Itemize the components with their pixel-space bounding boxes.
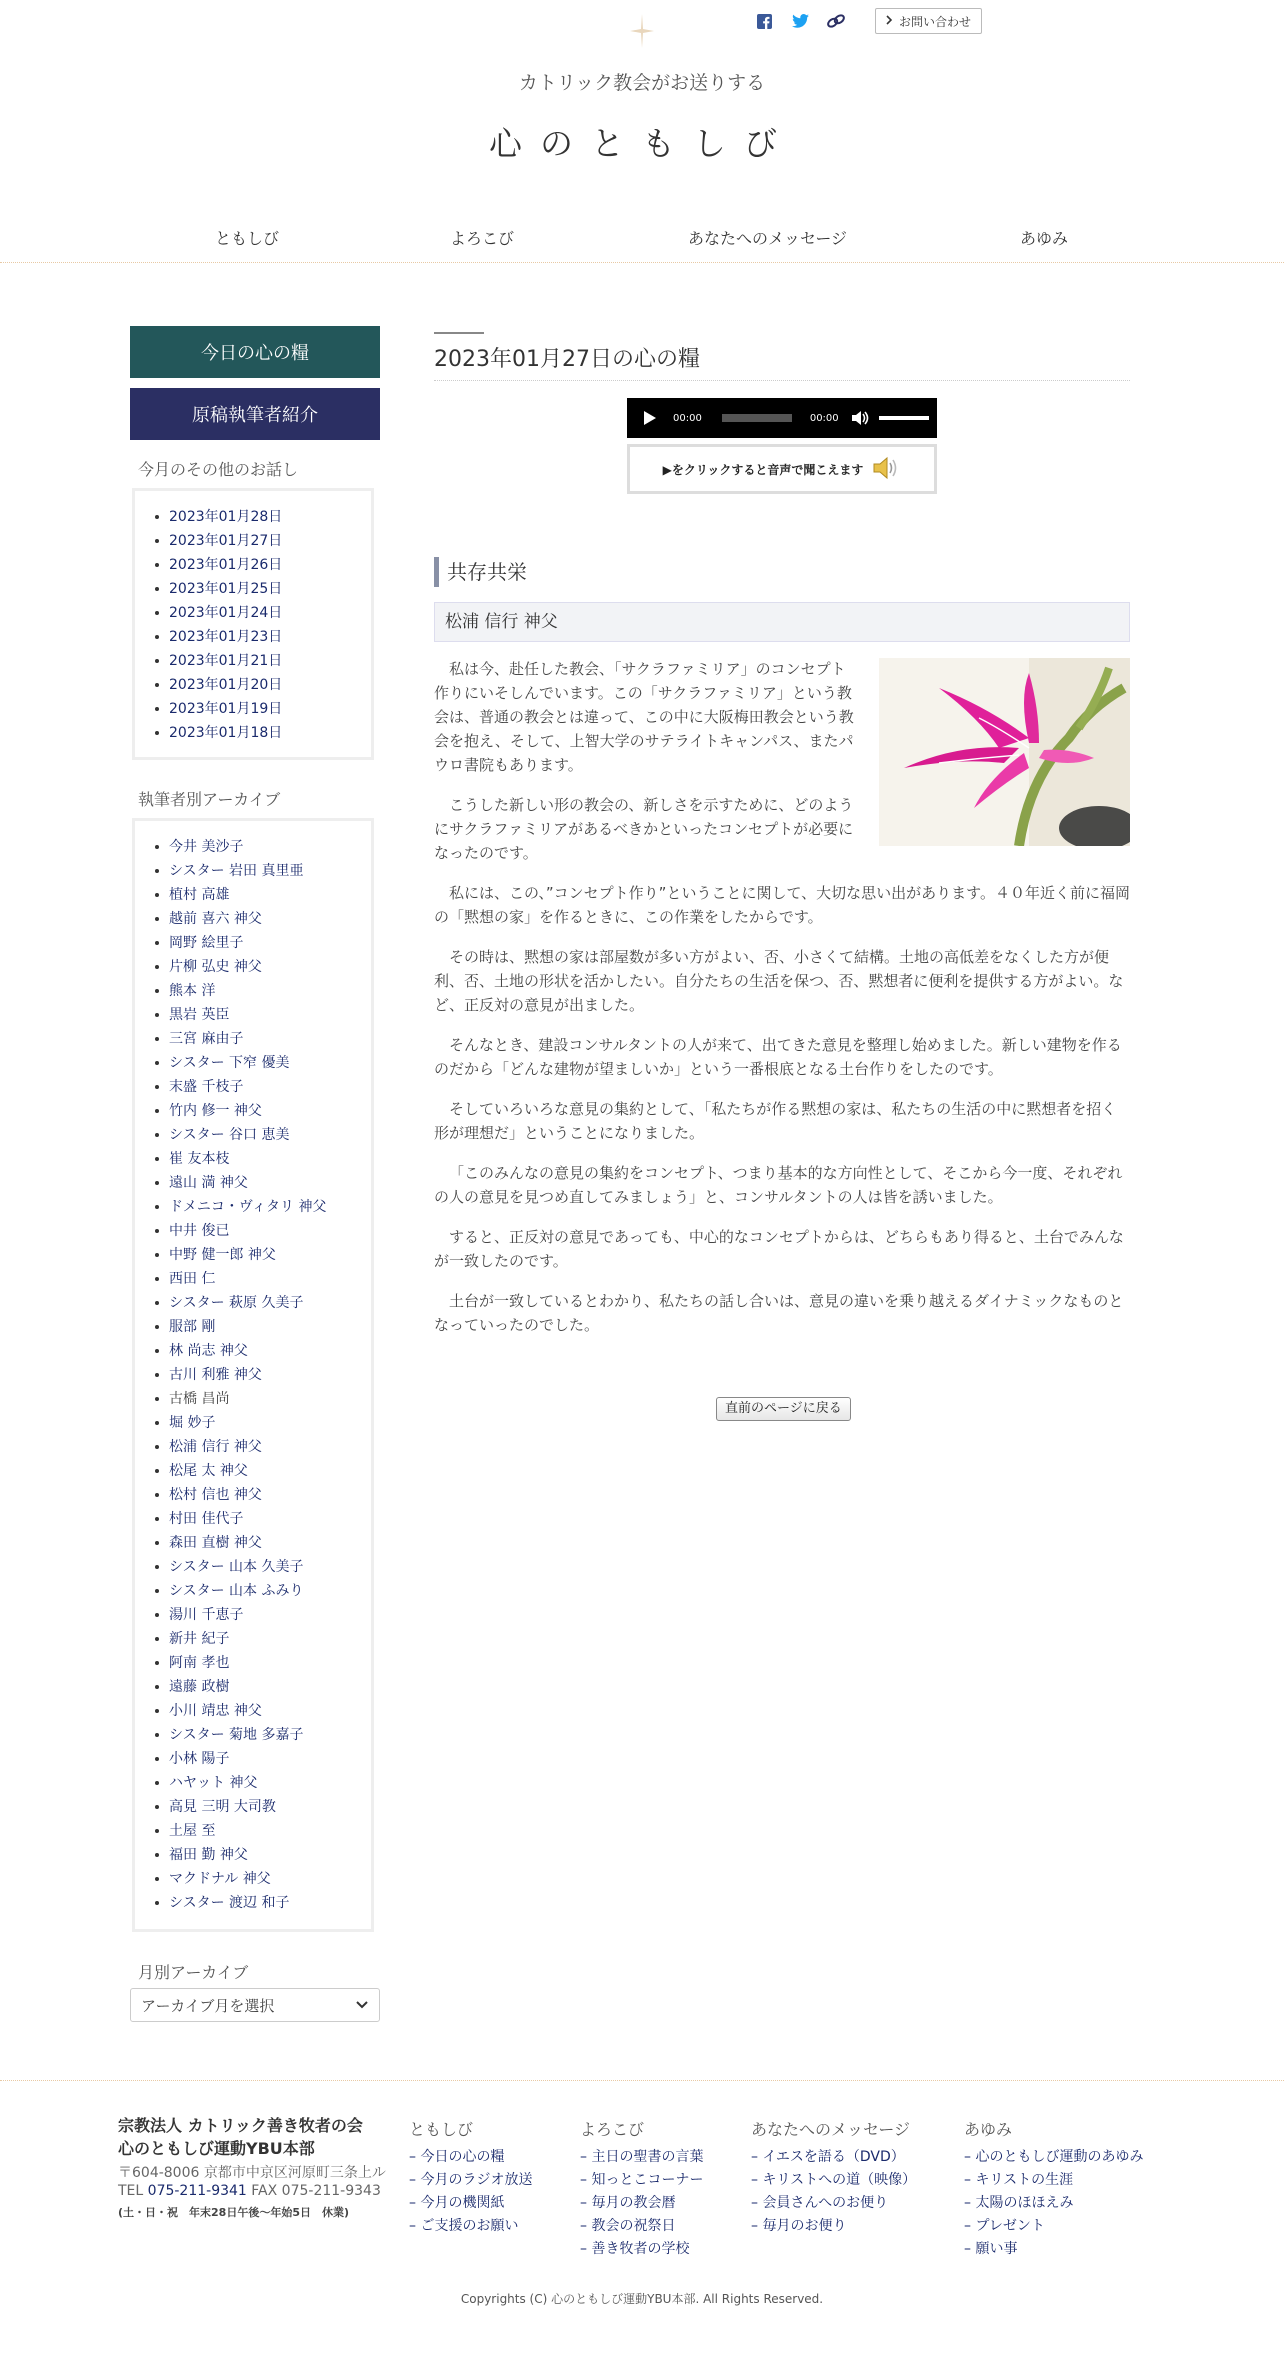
audio-hint-text: ▶をクリックすると音声で聞こえます	[662, 462, 864, 477]
month-story-link[interactable]: 2023年01月27日	[169, 529, 371, 553]
footer-link-label: 主日の聖書の言葉	[591, 2149, 704, 2165]
post-paragraph: こうした新しい形の教会の、新しさを示すために、どのようにサクラファミリアがあるべきかといったコンセプトが必要になったのです。	[434, 796, 854, 862]
author-archive-link[interactable]: シスター 下窄 優美	[169, 1051, 371, 1075]
footer-column-heading[interactable]: あゆみ	[964, 2120, 1013, 2139]
post-paragraph: すると、正反対の意見であっても、中心的なコンセプトからは、どちらもあり得ると、土台でみんなが一致したのです。	[434, 1228, 1124, 1270]
author-archive-link[interactable]: 中井 俊已	[169, 1219, 371, 1243]
post-paragraph: 私には、この、”コンセプト作り”ということに関して、大切な思い出があります。４０年近く前に福岡の「黙想の家」を作るときに、この作業をしたからです。	[434, 884, 1130, 926]
footer-link[interactable]	[964, 2238, 1143, 2261]
author-archive-link[interactable]: 土屋 至	[169, 1819, 371, 1843]
contact-label: お問い合わせ	[899, 14, 972, 29]
audio-player	[627, 398, 937, 438]
footer-column	[580, 2117, 703, 2261]
footer-link-label: キリストの生涯	[975, 2172, 1074, 2188]
author-archive-box	[132, 818, 374, 1932]
footer-link-label: 今月の機関紙	[420, 2195, 505, 2211]
month-story-link[interactable]: 2023年01月23日	[169, 625, 371, 649]
dash-bullet: –	[580, 2218, 592, 2234]
title-underline	[434, 380, 1130, 381]
section-title: 共存共栄	[434, 557, 527, 587]
author-archive-link[interactable]: 福田 勤 神父	[169, 1843, 371, 1867]
author-archive-link[interactable]: 村田 佳代子	[169, 1507, 371, 1531]
dash-bullet: –	[580, 2149, 592, 2165]
footer-org	[118, 2114, 363, 2160]
month-stories-list	[135, 491, 371, 745]
footer-link[interactable]	[580, 2238, 703, 2261]
dash-bullet: –	[964, 2149, 976, 2165]
author-archive-link[interactable]: 堀 妙子	[169, 1411, 371, 1435]
footer-link-label: 善き牧者の学校	[591, 2241, 690, 2257]
author-archive-link[interactable]: 片柳 弘史 神父	[169, 955, 371, 979]
player-total-time: 00:00	[809, 412, 839, 424]
footer-link-label: 毎月の教会暦	[591, 2195, 676, 2211]
footer-link-label: 願い事	[975, 2241, 1018, 2257]
dash-bullet: –	[409, 2172, 421, 2188]
footer-link[interactable]	[964, 2215, 1143, 2238]
footer-link[interactable]	[409, 2215, 532, 2238]
footer-link-label: イエスを語る（DVD）	[762, 2149, 905, 2165]
dash-bullet: –	[580, 2172, 592, 2188]
footer-address: 〒604-8006 京都市中京区河原町三条上ル	[118, 2165, 386, 2181]
volume-slider[interactable]	[879, 416, 929, 420]
dash-bullet: –	[964, 2195, 976, 2211]
footer-link-label: 今日の心の糧	[420, 2149, 505, 2165]
author-archive-link[interactable]: 小林 陽子	[169, 1747, 371, 1771]
footer-column	[409, 2117, 532, 2238]
author-archive-link[interactable]: 岡野 絵里子	[169, 931, 371, 955]
footer-column-heading[interactable]: よろこび	[580, 2120, 645, 2139]
footer-link[interactable]	[751, 2169, 916, 2192]
author-archive-link[interactable]: 黒岩 英臣	[169, 1003, 371, 1027]
monthly-archive-select-value: アーカイブ月を選択	[141, 1996, 275, 2015]
site-title[interactable]: 心のともしび	[489, 124, 795, 163]
author-archive-link[interactable]: シスター 菊地 多嘉子	[169, 1723, 371, 1747]
author-archive-link[interactable]: 松尾 太 神父	[169, 1459, 371, 1483]
site-tagline: カトリック教会がお送りする	[518, 72, 766, 94]
month-stories-box	[132, 488, 374, 760]
footer-link-label: 太陽のほほえみ	[975, 2195, 1074, 2211]
month-story-link[interactable]: 2023年01月24日	[169, 601, 371, 625]
post-paragraph: 「このみんなの意見の集約をコンセプト、つまり基本的な方向性として、そこから今一度、それぞれの人の意見を見つめ直してみましょう」と、コンサルタントの人は皆を誘いました。	[434, 1164, 1123, 1206]
author-archive-link[interactable]: 三宮 麻由子	[169, 1027, 371, 1051]
author-archive-link[interactable]: 阿南 孝也	[169, 1651, 371, 1675]
facebook-icon[interactable]	[753, 10, 775, 32]
author-archive-link[interactable]: 植村 高雄	[169, 883, 371, 907]
footer-link[interactable]	[751, 2192, 916, 2215]
author-archive-link[interactable]: マクドナル 神父	[169, 1867, 371, 1891]
footer-fax: FAX 075-211-9343	[246, 2183, 381, 2199]
author-archive-link[interactable]: 崔 友本枝	[169, 1147, 371, 1171]
dash-bullet: –	[964, 2172, 976, 2188]
post-author: 松浦 信行 神父	[434, 602, 1130, 642]
author-archive-link[interactable]: シスター 渡辺 和子	[169, 1891, 371, 1915]
footer-column-heading[interactable]: あなたへのメッセージ	[751, 2120, 911, 2139]
title-accent-rule	[434, 332, 484, 334]
author-archive-link[interactable]: 松村 信也 神父	[169, 1483, 371, 1507]
footer-divider	[0, 2080, 1284, 2081]
month-story-link[interactable]: 2023年01月25日	[169, 577, 371, 601]
star-ornament-icon	[630, 14, 654, 52]
header-toolbar	[753, 8, 982, 34]
author-archive-link[interactable]: 中野 健一郎 神父	[169, 1243, 371, 1267]
player-current-time: 00:00	[673, 412, 702, 424]
month-stories-heading: 今月のその他のお話し	[138, 460, 299, 479]
author-archive-link[interactable]: ハヤット 神父	[169, 1771, 371, 1795]
dash-bullet: –	[964, 2241, 976, 2257]
author-archive-link[interactable]: シスター 山本 久美子	[169, 1555, 371, 1579]
monthly-archive-heading: 月別アーカイブ	[138, 1963, 249, 1982]
play-icon[interactable]	[643, 410, 657, 426]
twitter-icon[interactable]	[789, 10, 811, 32]
month-story-link[interactable]: 2023年01月21日	[169, 649, 371, 673]
chevron-down-icon	[355, 1996, 369, 2014]
author-archive-link[interactable]: 西田 仁	[169, 1267, 371, 1291]
author-archive-link[interactable]: 森田 直樹 神父	[169, 1531, 371, 1555]
link-icon[interactable]	[825, 10, 847, 32]
nav-yorokobi[interactable]: よろこび	[450, 229, 515, 248]
month-story-link[interactable]: 2023年01月26日	[169, 553, 371, 577]
author-archive-link[interactable]: 竹内 修一 神父	[169, 1099, 371, 1123]
monthly-archive-select[interactable]	[130, 1988, 380, 2022]
footer-link-label: キリストへの道（映像）	[762, 2172, 917, 2188]
footer-hours: (土・日・祝 年末28日午後〜年始5日 休業)	[118, 2206, 350, 2219]
footer-link[interactable]	[409, 2146, 532, 2169]
author-archive-link[interactable]: 高見 三明 大司教	[169, 1795, 371, 1819]
nav-ayumi[interactable]: あゆみ	[1020, 229, 1069, 248]
footer-link-label: 知っとこコーナー	[591, 2172, 704, 2188]
author-archive-link[interactable]: シスター 山本 ふみり	[169, 1579, 371, 1603]
dash-bullet: –	[751, 2149, 763, 2165]
author-archive-link[interactable]: シスター 岩田 真里亜	[169, 859, 371, 883]
author-archive-link[interactable]: 遠山 満 神父	[169, 1171, 371, 1195]
footer-link[interactable]	[964, 2192, 1143, 2215]
author-archive-link[interactable]: 今井 美沙子	[169, 835, 371, 859]
speaker-icon	[871, 455, 901, 484]
author-archive-link[interactable]: 古川 利雅 神父	[169, 1363, 371, 1387]
global-nav	[130, 226, 1154, 252]
month-story-link[interactable]: 2023年01月18日	[169, 721, 371, 745]
author-archive-link[interactable]: 小川 靖忠 神父	[169, 1699, 371, 1723]
dash-bullet: –	[580, 2195, 592, 2211]
footer-phone	[118, 2183, 381, 2199]
month-story-link[interactable]: 2023年01月19日	[169, 697, 371, 721]
post-paragraph: 土台が一致しているとわかり、私たちの話し合いは、意見の違いを乗り越えるダイナミックなものとなっていったのでした。	[434, 1292, 1124, 1334]
nav-divider	[0, 262, 1284, 263]
author-archive-link[interactable]: 服部 剛	[169, 1315, 371, 1339]
today-kokoro-button[interactable]: 今日の心の糧	[130, 326, 380, 378]
author-archive-link[interactable]: 越前 喜六 神父	[169, 907, 371, 931]
footer-link[interactable]	[580, 2192, 703, 2215]
audio-hint-banner[interactable]	[627, 444, 937, 494]
author-archive-link[interactable]: 湯川 千恵子	[169, 1603, 371, 1627]
author-archive-link[interactable]: ドメニコ・ヴィタリ 神父	[169, 1195, 371, 1219]
author-archive-link[interactable]: 古橋 昌尚	[169, 1387, 371, 1411]
footer-link[interactable]	[409, 2192, 532, 2215]
footer-org-line2: 心のともしび運動YBU本部	[118, 2139, 315, 2158]
author-archive-link[interactable]: 松浦 信行 神父	[169, 1435, 371, 1459]
footer-link[interactable]	[580, 2215, 703, 2238]
author-archive-link[interactable]: シスター 萩原 久美子	[169, 1291, 371, 1315]
contact-button[interactable]	[875, 8, 982, 34]
dash-bullet: –	[580, 2241, 592, 2257]
authors-intro-button[interactable]: 原稿執筆者紹介	[130, 388, 380, 440]
dash-bullet: –	[409, 2218, 421, 2234]
nav-tomoshibi[interactable]: ともしび	[215, 229, 280, 248]
footer-link-label: 毎月のお便り	[762, 2218, 847, 2234]
footer-column	[964, 2117, 1143, 2261]
author-archive-link[interactable]: 遠藤 政樹	[169, 1675, 371, 1699]
post-paragraph: その時は、黙想の家は部屋数が多い方がよい、否、小さくて結構。土地の高低差をなくした方が便利、否、土地の形状を活かしたい。自分たちの生活を保つ、否、黙想者に便利を提供する方がよい。など、正反対の意見が出ました。	[434, 948, 1124, 1014]
footer-column-heading[interactable]: ともしび	[409, 2120, 474, 2139]
author-archive-link[interactable]: 林 尚志 神父	[169, 1339, 371, 1363]
footer-link[interactable]	[409, 2169, 532, 2192]
footer-link-label: 会員さんへのお便り	[762, 2195, 889, 2211]
post-paragraph: 私は今、赴任した教会、「サクラファミリア」のコンセプト作りにいそしんでいます。この「サクラファミリア」という教会は、普通の教会とは違って、この中に大阪梅田教会という教会を抱え、そして、上智大学のサテライトキャンパス、またパウロ書院もあります。	[434, 660, 854, 774]
post-paragraph: そしていろいろな意見の集約として、「私たちが作る黙想の家は、私たちの生活の中に黙想者を招く形が理想だ」ということになりました。	[434, 1100, 1117, 1142]
author-archive-link[interactable]: シスター 谷口 恵美	[169, 1123, 371, 1147]
volume-icon[interactable]	[851, 410, 869, 426]
footer-link-label: 教会の祝祭日	[591, 2218, 676, 2234]
footer-column	[751, 2117, 916, 2238]
dash-bullet: –	[964, 2218, 976, 2234]
footer-link-label: 心のともしび運動のあゆみ	[975, 2149, 1144, 2165]
author-archive-heading: 執筆者別アーカイブ	[138, 790, 281, 809]
footer-tel-number[interactable]: 075-211-9341	[147, 2183, 247, 2199]
author-archive-list	[135, 821, 371, 1915]
chevron-right-icon	[886, 14, 893, 28]
footer-link[interactable]	[580, 2169, 703, 2192]
nav-message[interactable]: あなたへのメッセージ	[688, 229, 848, 248]
author-archive-link[interactable]: 熊本 洋	[169, 979, 371, 1003]
author-archive-link[interactable]: 新井 紀子	[169, 1627, 371, 1651]
footer-tel-label: TEL	[118, 2183, 148, 2199]
footer-link[interactable]	[580, 2146, 703, 2169]
post-paragraph: そんなとき、建設コンサルタントの人が来て、出てきた意見を整理し始めました。新しい建物を作るのだから「どんな建物が望ましいか」という一番根底となる土台作りをしたのです。	[434, 1036, 1122, 1078]
dash-bullet: –	[751, 2195, 763, 2211]
footer-link-label: 今月のラジオ放送	[420, 2172, 533, 2188]
dash-bullet: –	[751, 2218, 763, 2234]
footer-link[interactable]	[751, 2146, 916, 2169]
month-story-link[interactable]: 2023年01月20日	[169, 673, 371, 697]
footer-link-label: プレゼント	[975, 2218, 1045, 2234]
dash-bullet: –	[409, 2195, 421, 2211]
post-title: 2023年01月27日の心の糧	[434, 347, 700, 372]
dash-bullet: –	[751, 2172, 763, 2188]
footer-link[interactable]	[964, 2169, 1143, 2192]
footer-link[interactable]	[751, 2215, 916, 2238]
copyright: Copyrights (C) 心のともしび運動YBU本部. All Rights Reserved.	[460, 2292, 824, 2306]
orchid-cactus-photo	[879, 658, 1130, 846]
author-archive-link[interactable]: 末盛 千枝子	[169, 1075, 371, 1099]
player-progress-bar[interactable]	[722, 414, 792, 422]
footer-org-line1: 宗教法人 カトリック善き牧者の会	[118, 2116, 363, 2135]
back-button[interactable]: 直前のページに戻る	[716, 1397, 851, 1421]
footer-link[interactable]	[964, 2146, 1143, 2169]
month-story-link[interactable]: 2023年01月28日	[169, 505, 371, 529]
footer-link-label: ご支援のお願い	[420, 2218, 519, 2234]
dash-bullet: –	[409, 2149, 421, 2165]
